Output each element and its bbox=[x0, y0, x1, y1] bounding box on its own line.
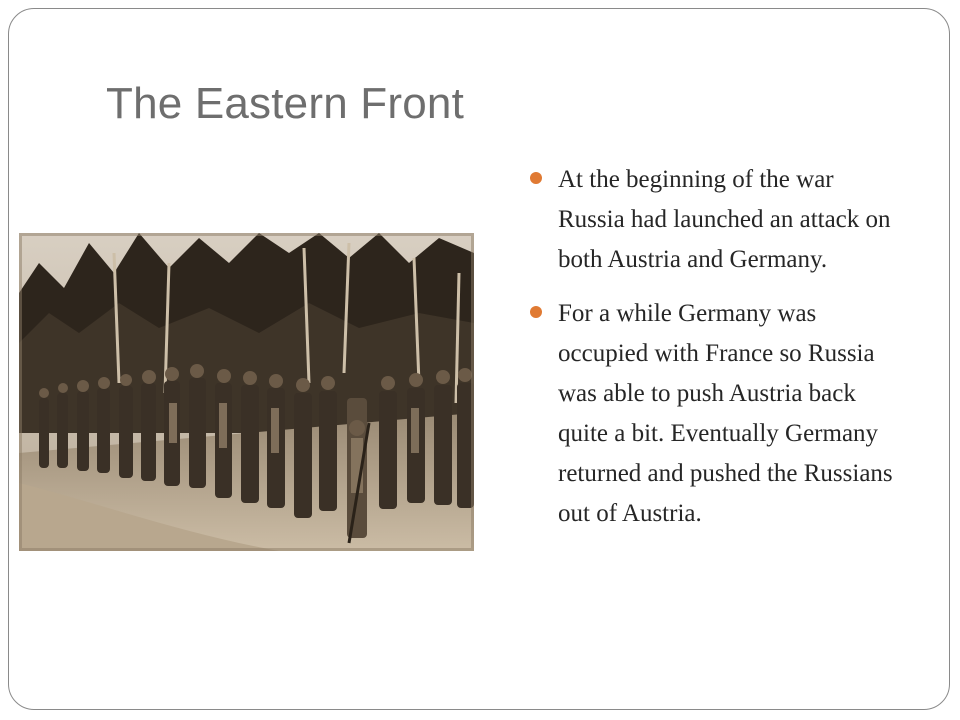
bullet-text: For a while Germany was occupied with France so Russia was able to push Austria back quite a bit. Eventually Germany returned and pushed the Russians out of Austria. bbox=[558, 300, 893, 527]
bullet-list bbox=[526, 160, 906, 548]
bullet-text: At the beginning of the war Russia had launched an attack on both Austria and Germany. bbox=[558, 166, 891, 273]
bullet-item bbox=[526, 160, 906, 280]
bullet-dot-icon bbox=[530, 306, 542, 318]
bullet-dot-icon bbox=[530, 172, 542, 184]
bullet-item bbox=[526, 294, 906, 534]
soldiers-photo bbox=[19, 233, 474, 551]
slide-title: The Eastern Front bbox=[106, 79, 464, 128]
